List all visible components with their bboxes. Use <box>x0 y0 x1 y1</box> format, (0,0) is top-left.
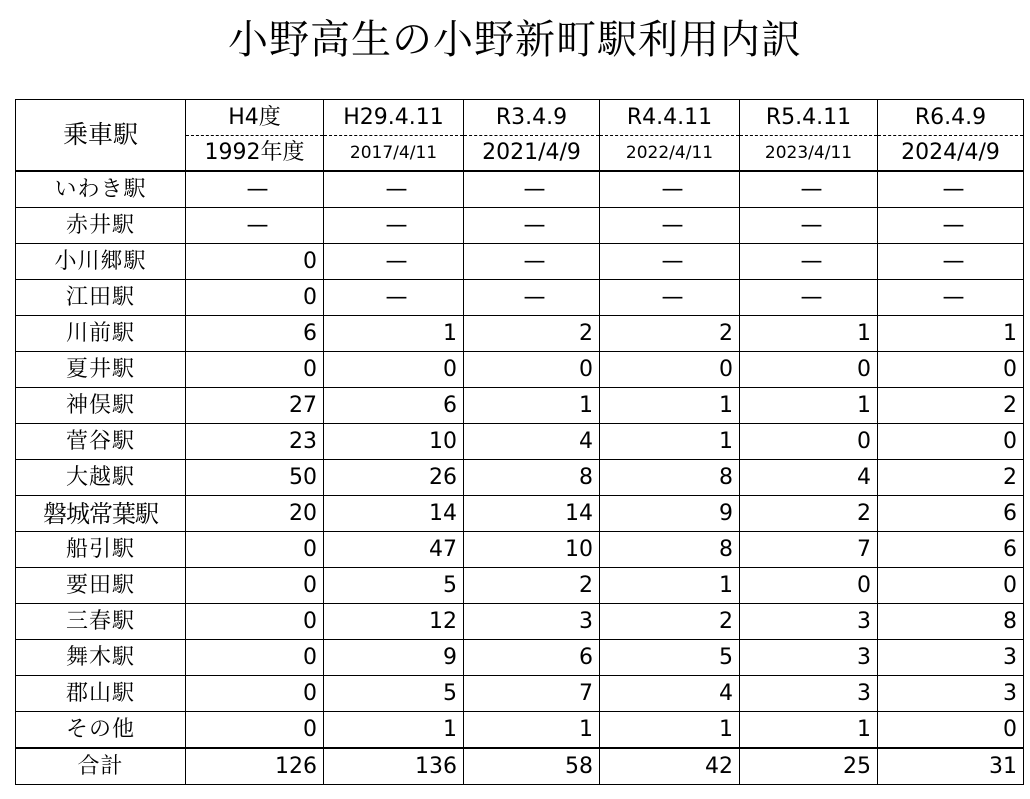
value-cell: — <box>324 171 464 208</box>
value-cell: — <box>324 280 464 316</box>
value-cell: 5 <box>324 568 464 604</box>
station-name: 船引駅 <box>16 532 186 568</box>
value-cell: 1 <box>600 424 740 460</box>
value-cell: — <box>740 244 878 280</box>
value-cell: 26 <box>324 460 464 496</box>
value-cell: 2 <box>464 568 600 604</box>
value-cell: 1 <box>740 388 878 424</box>
value-cell: 2 <box>740 496 878 532</box>
station-name: 夏井駅 <box>16 352 186 388</box>
station-name: 赤井駅 <box>16 208 186 244</box>
value-cell: 0 <box>600 352 740 388</box>
value-cell: — <box>464 244 600 280</box>
value-cell: 136 <box>324 748 464 785</box>
table-row <box>16 388 1024 424</box>
value-cell: 8 <box>464 460 600 496</box>
value-cell: 2 <box>464 316 600 352</box>
value-cell: 6 <box>186 316 324 352</box>
table-row <box>16 640 1024 676</box>
value-cell: — <box>464 208 600 244</box>
value-cell: 4 <box>600 676 740 712</box>
value-cell: — <box>600 280 740 316</box>
column-header-label: R6.4.9 <box>878 100 1024 136</box>
value-cell: 0 <box>740 352 878 388</box>
value-cell: 3 <box>740 640 878 676</box>
table-row <box>16 244 1024 280</box>
value-cell: 3 <box>740 676 878 712</box>
value-cell: 10 <box>324 424 464 460</box>
value-cell: 5 <box>600 640 740 676</box>
station-name: 神俣駅 <box>16 388 186 424</box>
value-cell: — <box>186 171 324 208</box>
value-cell: 23 <box>186 424 324 460</box>
table-row <box>16 604 1024 640</box>
value-cell: 7 <box>740 532 878 568</box>
table-row <box>16 532 1024 568</box>
station-name: いわき駅 <box>16 171 186 208</box>
total-row <box>16 748 1024 785</box>
value-cell: — <box>740 280 878 316</box>
value-cell: 6 <box>324 388 464 424</box>
value-cell: 0 <box>878 568 1024 604</box>
station-name: 舞木駅 <box>16 640 186 676</box>
station-name: 磐城常葉駅 <box>16 496 186 532</box>
value-cell: — <box>878 244 1024 280</box>
table-row <box>16 316 1024 352</box>
value-cell: 126 <box>186 748 324 785</box>
value-cell: 1 <box>878 316 1024 352</box>
station-name: 合計 <box>16 748 186 785</box>
value-cell: 0 <box>186 244 324 280</box>
station-name: 小川郷駅 <box>16 244 186 280</box>
table-row <box>16 208 1024 244</box>
value-cell: 9 <box>324 640 464 676</box>
value-cell: 1 <box>740 316 878 352</box>
value-cell: — <box>878 280 1024 316</box>
column-header-date: 2023/4/11 <box>740 136 878 172</box>
value-cell: 8 <box>600 460 740 496</box>
column-header-label: H4度 <box>186 100 324 136</box>
value-cell: 0 <box>740 568 878 604</box>
station-usage-table <box>15 99 1024 785</box>
column-header-label: R3.4.9 <box>464 100 600 136</box>
value-cell: — <box>740 171 878 208</box>
value-cell: 1 <box>600 388 740 424</box>
value-cell: 9 <box>600 496 740 532</box>
value-cell: 0 <box>464 352 600 388</box>
value-cell: 12 <box>324 604 464 640</box>
value-cell: 1 <box>464 388 600 424</box>
table-row <box>16 280 1024 316</box>
station-name: 菅谷駅 <box>16 424 186 460</box>
value-cell: 1 <box>600 712 740 749</box>
value-cell: 47 <box>324 532 464 568</box>
value-cell: 0 <box>186 604 324 640</box>
value-cell: 2 <box>600 316 740 352</box>
value-cell: 25 <box>740 748 878 785</box>
value-cell: 0 <box>186 676 324 712</box>
value-cell: 6 <box>878 496 1024 532</box>
header-row-top <box>16 100 1024 136</box>
table-row <box>16 676 1024 712</box>
value-cell: 1 <box>740 712 878 749</box>
station-name: その他 <box>16 712 186 749</box>
station-name: 郡山駅 <box>16 676 186 712</box>
value-cell: 0 <box>186 640 324 676</box>
value-cell: 6 <box>464 640 600 676</box>
table-row <box>16 352 1024 388</box>
station-name: 川前駅 <box>16 316 186 352</box>
value-cell: — <box>186 208 324 244</box>
station-name: 江田駅 <box>16 280 186 316</box>
value-cell: — <box>878 171 1024 208</box>
value-cell: 8 <box>600 532 740 568</box>
value-cell: 0 <box>186 532 324 568</box>
value-cell: 7 <box>464 676 600 712</box>
table-row <box>16 460 1024 496</box>
value-cell: 20 <box>186 496 324 532</box>
value-cell: 0 <box>878 352 1024 388</box>
value-cell: 1 <box>324 712 464 749</box>
value-cell: 31 <box>878 748 1024 785</box>
table-row <box>16 496 1024 532</box>
value-cell: 3 <box>878 676 1024 712</box>
value-cell: 5 <box>324 676 464 712</box>
value-cell: 10 <box>464 532 600 568</box>
value-cell: 2 <box>878 388 1024 424</box>
value-cell: 0 <box>878 712 1024 749</box>
station-name: 三春駅 <box>16 604 186 640</box>
value-cell: — <box>324 208 464 244</box>
value-cell: 2 <box>878 460 1024 496</box>
value-cell: — <box>324 244 464 280</box>
value-cell: 3 <box>740 604 878 640</box>
value-cell: 0 <box>324 352 464 388</box>
value-cell: 14 <box>464 496 600 532</box>
table-row <box>16 171 1024 208</box>
value-cell: 2 <box>600 604 740 640</box>
table-row <box>16 424 1024 460</box>
header-station: 乗車駅 <box>16 100 186 172</box>
value-cell: 3 <box>464 604 600 640</box>
value-cell: 42 <box>600 748 740 785</box>
value-cell: 0 <box>186 568 324 604</box>
value-cell: 6 <box>878 532 1024 568</box>
column-header-date: 2022/4/11 <box>600 136 740 172</box>
value-cell: 3 <box>878 640 1024 676</box>
value-cell: 4 <box>464 424 600 460</box>
value-cell: 27 <box>186 388 324 424</box>
value-cell: 1 <box>600 568 740 604</box>
value-cell: 50 <box>186 460 324 496</box>
value-cell: 0 <box>186 352 324 388</box>
value-cell: — <box>740 208 878 244</box>
table-row <box>16 568 1024 604</box>
value-cell: — <box>878 208 1024 244</box>
value-cell: — <box>600 244 740 280</box>
value-cell: 0 <box>186 712 324 749</box>
value-cell: 1 <box>464 712 600 749</box>
station-name: 大越駅 <box>16 460 186 496</box>
column-header-label: R4.4.11 <box>600 100 740 136</box>
value-cell: 1 <box>324 316 464 352</box>
column-header-label: R5.4.11 <box>740 100 878 136</box>
column-header-date: 1992年度 <box>186 136 324 172</box>
column-header-label: H29.4.11 <box>324 100 464 136</box>
value-cell: — <box>600 208 740 244</box>
value-cell: 14 <box>324 496 464 532</box>
value-cell: — <box>464 280 600 316</box>
column-header-date: 2024/4/9 <box>878 136 1024 172</box>
station-name: 要田駅 <box>16 568 186 604</box>
column-header-date: 2017/4/11 <box>324 136 464 172</box>
value-cell: 0 <box>186 280 324 316</box>
value-cell: 8 <box>878 604 1024 640</box>
value-cell: 58 <box>464 748 600 785</box>
value-cell: 4 <box>740 460 878 496</box>
value-cell: — <box>600 171 740 208</box>
value-cell: 0 <box>878 424 1024 460</box>
value-cell: 0 <box>740 424 878 460</box>
page-title: 小野高生の小野新町駅利用内訳 <box>228 17 802 63</box>
table-row <box>16 712 1024 749</box>
column-header-date: 2021/4/9 <box>464 136 600 172</box>
value-cell: — <box>464 171 600 208</box>
